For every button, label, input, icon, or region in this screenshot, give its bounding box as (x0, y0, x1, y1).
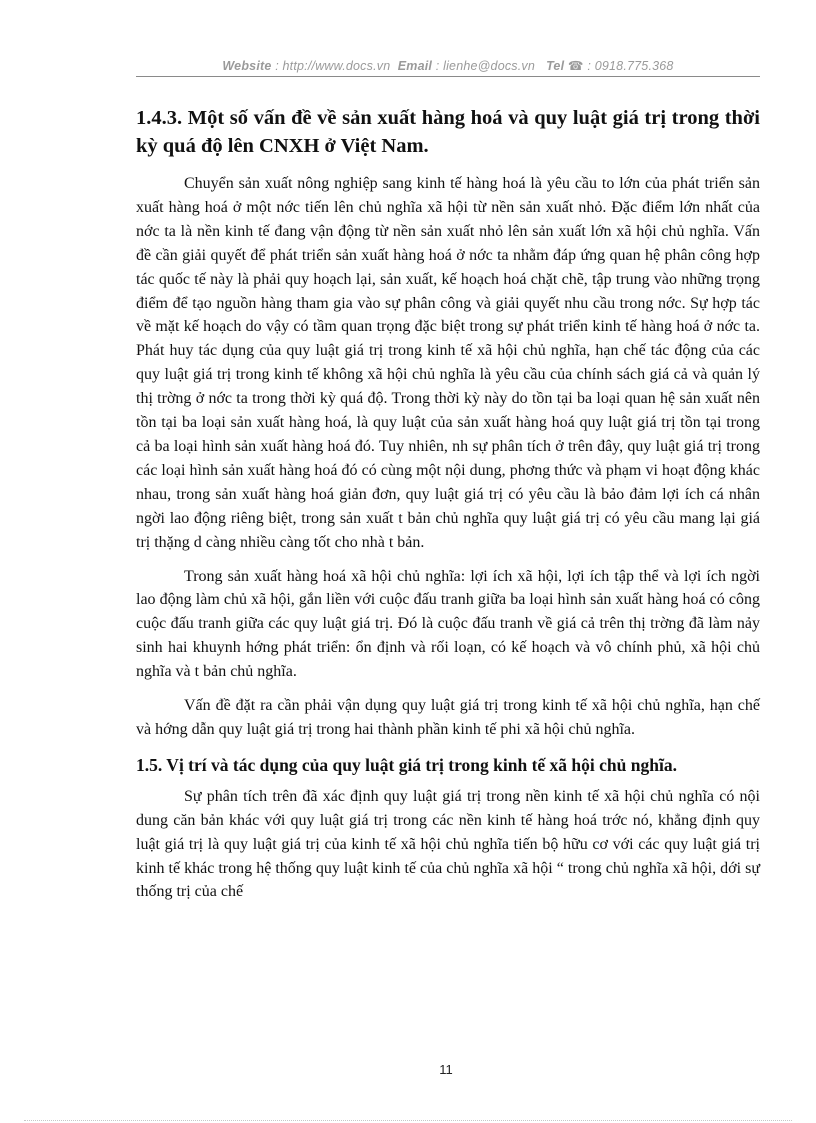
page-header (136, 58, 760, 73)
email-value: : lienhe@docs.vn (432, 59, 536, 73)
paragraph: Sự phân tích trên đã xác định quy luật giá trị trong nền kinh tế xã hội chủ nghĩa có nội dung căn bản khác với quy luật giá trị trong các nền kinh tế hàng hoá trớc nó, khẳng định quy luật giá trị là quy luật giá trị của kinh tế xã hội chủ nghĩa tiến bộ hữu cơ với các quy luật giá trị kinh tế khác trong hệ thống quy luật kinh tế của chủ nghĩa xã hội “ trong chủ nghĩa xã hội, dới sự thống trị của chế (136, 787, 760, 901)
paragraph: Trong sản xuất hàng hoá xã hội chủ nghĩa: lợi ích xã hội, lợi ích tập thể và lợi ích ngời lao động làm chủ xã hội, gắn liền với cuộc đấu tranh giữa ba loại hình sản xuất hàng hoá có công cuộc đấu tranh giữa các quy luật giá trị. Đó là cuộc đấu tranh về giá cả trên thị trờng đã làm nảy sinh hai khuynh hớng phát triển: ổn định và rối loạn, có kế hoạch và vô chính phủ, xã hội chủ nghĩa và t bản chủ nghĩa. (136, 567, 760, 681)
website-label: Website (222, 59, 272, 73)
email-label: Email (397, 59, 433, 73)
page-number: 11 (439, 1062, 453, 1077)
document-body (136, 104, 760, 914)
tel-label: Tel ☎ (546, 59, 584, 73)
section-heading-1-5: 1.5. Vị trí và tác dụng của quy luật giá trị trong kinh tế xã hội chủ nghĩa. (136, 754, 677, 775)
tel-value: : 0918.775.368 (583, 59, 674, 73)
paragraph: Vấn đề đặt ra cần phải vận dụng quy luật giá trị trong kinh tế xã hội chủ nghĩa, hạn chế và hớng dẫn quy luật giá trị trong hai thành phần kinh tế phi xã hội chủ nghĩa. (136, 697, 760, 738)
header-divider (136, 76, 760, 77)
paragraph: Chuyển sản xuất nông nghiệp sang kinh tế hàng hoá là yêu cầu to lớn của phát triển sản xuất hàng hoá ở một nớc tiến lên chủ nghĩa xã hội từ nền sản xuất nhỏ. Đặc điểm lớn nhất của nớc ta là nền kinh tế đang vận động từ nền sản xuất nhỏ lên sản xuất lớn xã hội chủ nghĩa. Vấn đề cần giải quyết để phát triển sản xuất hàng hoá ở nớc ta nhằm đáp ứng quan hệ phân công hợp tác quốc tế này là phải quy hoạch lại, sản xuất, kế hoạch hoá chặt chẽ, tập trung vào những trọng điểm để tạo nguồn hàng tham gia vào sự phân công và giải quyết nhu cầu trong nớc. Sự hợp tác về mặt kế hoạch do vậy có tầm quan trọng đặc biệt trong sự phát triển kinh tế hàng hoá ở nớc ta. Phát huy tác dụng của quy luật giá trị trong kinh tế xã hội chủ nghĩa, hạn chế tác động của các quy luật giá trị trong kinh tế không xã hội chủ nghĩa là yêu cầu của chính sách giá cả và quản lý thị trờng ở nớc ta trong thời kỳ quá độ. Trong thời kỳ này do tồn tại ba loại quan hệ sản xuất nên tồn tại ba loại sản xuất hàng hoá, là quy luật của sản xuất hàng hoá quy luật giá trị tồn tại trong cả ba loại hình sản xuất hàng hoá đó. Tuy nhiên, nh sự phân tích ở trên đây, quy luật giá trị trong các loại hình sản xuất hàng hoá đó có cùng một nội dung, phơng thức và phạm vi hoạt động khác nhau, trong sản xuất hàng hoá giản đơn, quy luật giá trị có yêu cầu là bảo đảm lợi ích cá nhân ngời lao động riêng biệt, trong sản xuất t bản chủ nghĩa quy luật giá trị có yêu cầu mang lại giá trị thặng d càng nhiều càng tốt cho nhà t bản. (136, 175, 760, 551)
section-heading-1-4-3: 1.4.3. Một số vấn đề về sản xuất hàng hoá và quy luật giá trị trong thời kỳ quá độ lên CNXH ở Việt Nam. (136, 107, 760, 157)
website-value: : http://www.docs.vn (271, 59, 391, 73)
page-edge-divider (24, 1120, 792, 1121)
